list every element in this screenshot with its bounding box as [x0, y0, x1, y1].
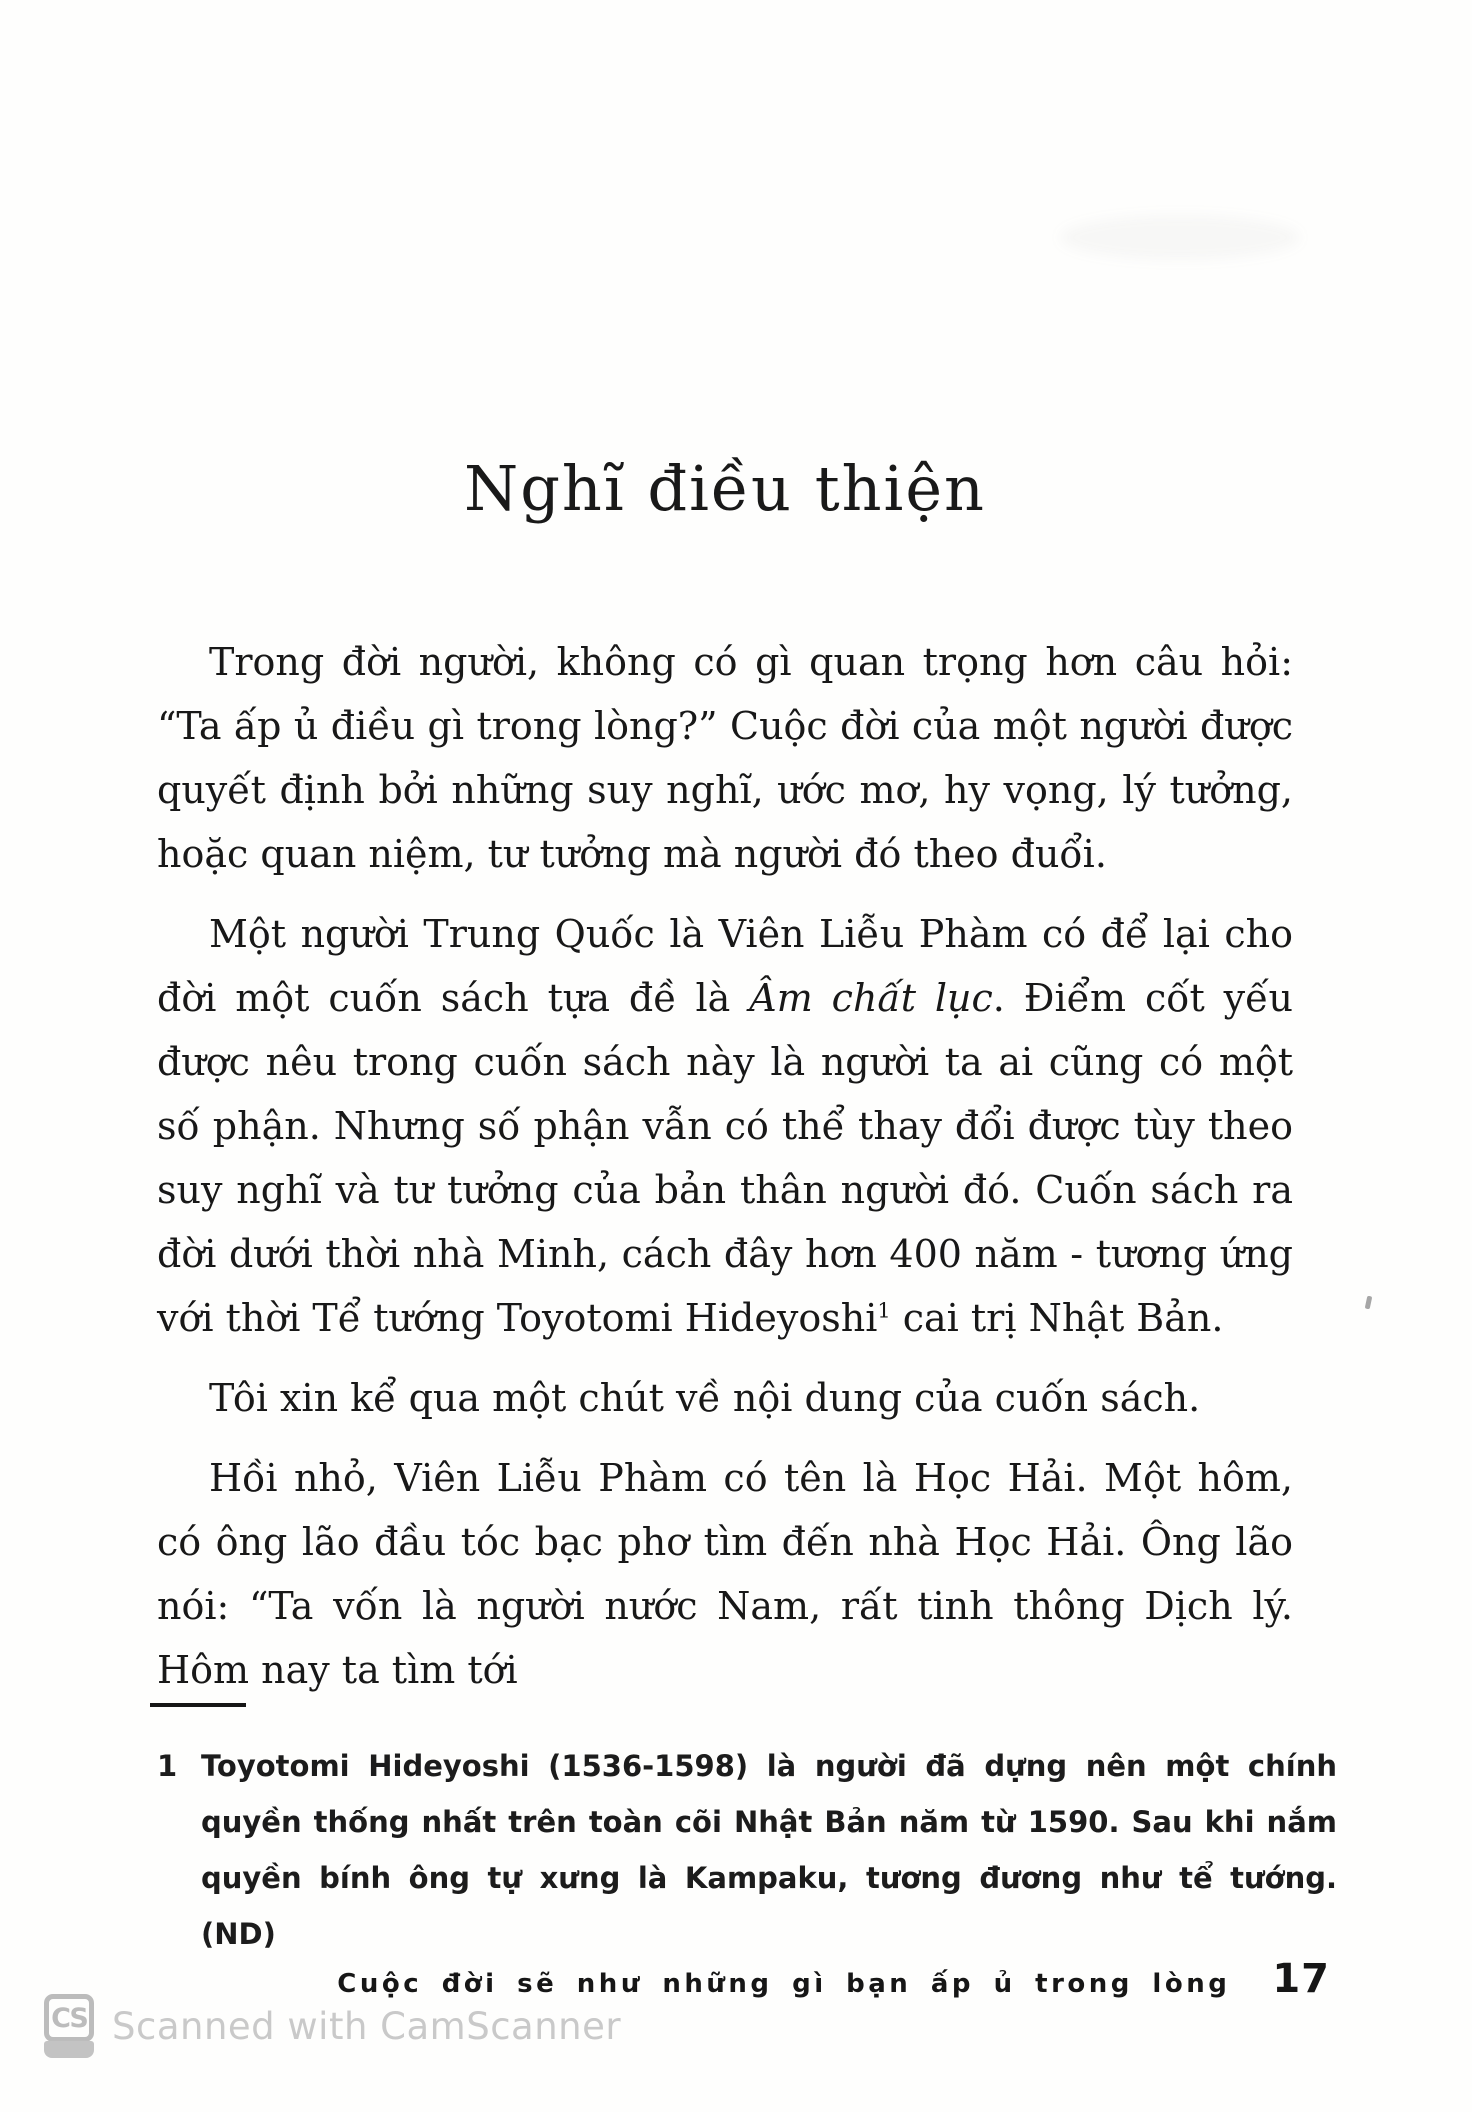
paragraph-2-text-a: Một người Trung Quốc là Viên Liễu Phàm có để lại cho đời một cuốn sách tựa đề là: [157, 912, 1293, 1020]
scan-artifact: [1365, 1296, 1373, 1310]
footnote-marker: 1: [157, 1749, 178, 1783]
paragraph-3-text: Tôi xin kể qua một chút về nội dung của cuốn sách.: [209, 1376, 1201, 1420]
chapter-title: Nghĩ điều thiện: [463, 452, 986, 525]
camscanner-logo-band: [44, 2041, 94, 2058]
book-title-italic: Âm chất lục: [749, 976, 993, 1020]
footnote: [157, 1738, 1337, 1962]
paragraph-2: [157, 902, 1293, 1350]
paragraph-4: [157, 1446, 1293, 1702]
footnote-ref: 1: [877, 1298, 891, 1323]
paragraph-3: [157, 1366, 1293, 1430]
camscanner-logo-icon: [44, 1994, 94, 2058]
paragraph-2-text-c: cai trị Nhật Bản.: [890, 1296, 1224, 1340]
body-text: [157, 630, 1293, 1718]
paragraph-2-text-b: . Điểm cốt yếu được nêu trong cuốn sách này là người ta ai cũng có một số phận. Nhưng số phận vẫn có thể thay đổi được tùy theo suy nghĩ và tư tưởng của bản thân người đó. Cuốn sách ra đời dưới thời nhà Minh, cách đây hơn 400 năm - tương ứng với thời Tể tướng Toyotomi Hideyoshi: [157, 976, 1293, 1340]
footnote-text: Toyotomi Hideyoshi (1536-1598) là người đã dựng nên một chính quyền thống nhất trên toàn cõi Nhật Bản năm từ 1590. Sau khi nắm quyền bính ông tự xưng là Kampaku, tương đương như tể tướng. (ND): [201, 1749, 1337, 1951]
page-number: 17: [1272, 1956, 1330, 2002]
running-title: Cuộc đời sẽ như những gì bạn ấp ủ trong lòng: [337, 1969, 1231, 1999]
paragraph-4-text: Hồi nhỏ, Viên Liễu Phàm có tên là Học Hải. Một hôm, có ông lão đầu tóc bạc phơ tìm đến nhà Học Hải. Ông lão nói: “Ta vốn là người nước Nam, rất tinh thông Dịch lý. Hôm nay ta tìm tới: [157, 1456, 1293, 1692]
camscanner-watermark: [44, 1994, 621, 2058]
scan-artifact: [1060, 215, 1300, 260]
watermark-text: Scanned with CamScanner: [112, 2004, 622, 2048]
camscanner-logo-letters: CS: [44, 1994, 94, 2042]
paragraph-1-text: Trong đời người, không có gì quan trọng hơn câu hỏi: “Ta ấp ủ điều gì trong lòng?” Cuộc đời của một người được quyết định bởi những suy nghĩ, ước mơ, hy vọng, lý tưởng, hoặc quan niệm, tư tưởng mà người đó theo đuổi.: [157, 640, 1293, 876]
footnote-divider: [150, 1703, 246, 1707]
paragraph-1: [157, 630, 1293, 886]
